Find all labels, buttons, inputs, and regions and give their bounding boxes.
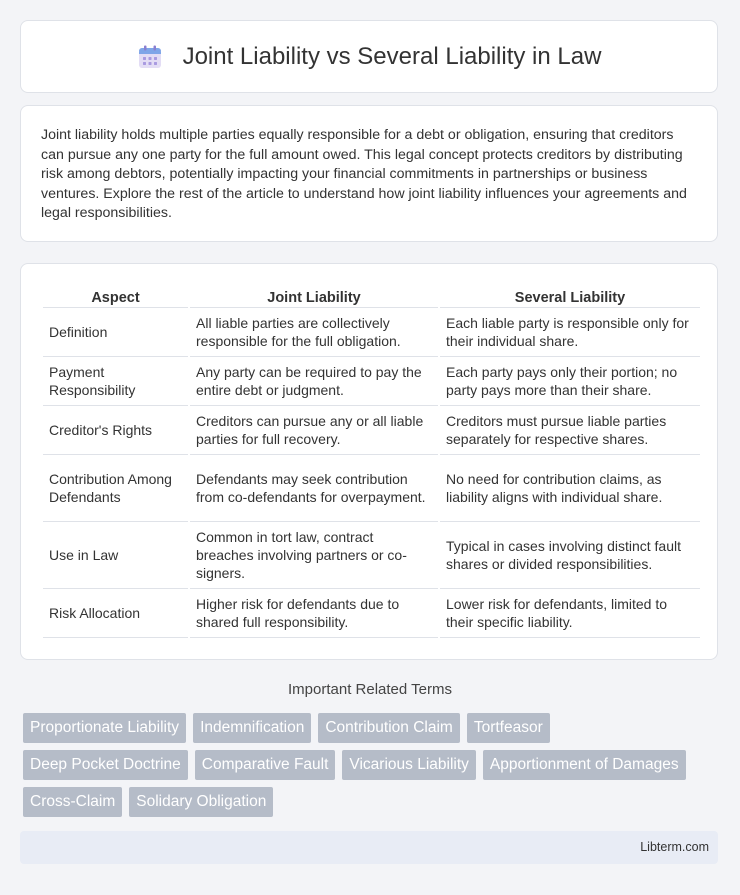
row-aspect: Creditor's Rights bbox=[43, 406, 188, 455]
row-aspect: Definition bbox=[43, 308, 188, 357]
term-tag[interactable]: Deep Pocket Doctrine bbox=[23, 750, 188, 780]
footer bbox=[20, 831, 718, 864]
term-tag[interactable]: Solidary Obligation bbox=[129, 787, 273, 817]
row-several: Creditors must pursue liable parties separately for respective shares. bbox=[440, 406, 700, 455]
row-several: Each party pays only their portion; no party pays more than their share. bbox=[440, 357, 700, 406]
term-tag[interactable]: Apportionment of Damages bbox=[483, 750, 686, 780]
term-tag[interactable]: Proportionate Liability bbox=[23, 713, 186, 743]
row-several: Each liable party is responsible only for their individual share. bbox=[440, 308, 700, 357]
table-row bbox=[43, 357, 700, 406]
row-several: Typical in cases involving distinct fault shares or divided responsibilities. bbox=[440, 522, 700, 589]
term-tag[interactable]: Comparative Fault bbox=[195, 750, 336, 780]
comparison-table bbox=[41, 284, 702, 638]
term-tag[interactable]: Indemnification bbox=[193, 713, 311, 743]
title-card bbox=[20, 20, 718, 93]
row-joint: Defendants may seek contribution from co-defendants for overpayment. bbox=[190, 455, 438, 522]
row-aspect: Contribution Among Defendants bbox=[43, 455, 188, 522]
related-terms-list bbox=[23, 713, 723, 824]
table-row bbox=[43, 406, 700, 455]
intro-paragraph: Joint liability holds multiple parties equally responsible for a debt or obligation, ensuring that creditors can pursue any one party for the full amount owed. This legal concept protects creditors by distributing risk among debtors, potentially impacting your financial commitments in partnerships or business ventures. Explore the rest of the article to understand how joint liability influences your agreements and legal responsibilities. bbox=[41, 127, 687, 222]
header-joint-liability: Joint Liability bbox=[190, 284, 438, 308]
header-several-liability: Several Liability bbox=[440, 284, 700, 308]
page-title: Joint Liability vs Several Liability in Law bbox=[182, 42, 602, 70]
header-aspect: Aspect bbox=[43, 284, 188, 308]
row-joint: Any party can be required to pay the entire debt or judgment. bbox=[190, 357, 438, 406]
row-several: Lower risk for defendants, limited to their specific liability. bbox=[440, 589, 700, 638]
row-aspect: Risk Allocation bbox=[43, 589, 188, 638]
term-tag[interactable]: Contribution Claim bbox=[318, 713, 460, 743]
comparison-table-card bbox=[20, 263, 718, 660]
row-aspect: Use in Law bbox=[43, 522, 188, 589]
row-joint: Creditors can pursue any or all liable parties for full recovery. bbox=[190, 406, 438, 455]
related-terms-heading: Important Related Terms bbox=[288, 681, 452, 698]
term-tag[interactable]: Tortfeasor bbox=[467, 713, 550, 743]
row-joint: Common in tort law, contract breaches involving partners or co-signers. bbox=[190, 522, 438, 589]
term-tag[interactable]: Cross-Claim bbox=[23, 787, 122, 817]
intro-card bbox=[20, 105, 718, 242]
title-wrap bbox=[137, 43, 602, 71]
row-several: No need for contribution claims, as liability aligns with individual share. bbox=[440, 455, 700, 522]
table-row bbox=[43, 455, 700, 522]
table-header-row bbox=[43, 284, 700, 308]
calendar-icon bbox=[137, 44, 163, 70]
table-row bbox=[43, 589, 700, 638]
row-joint: All liable parties are collectively responsible for the full obligation. bbox=[190, 308, 438, 357]
table-row bbox=[43, 522, 700, 589]
row-aspect: Payment Responsibility bbox=[43, 357, 188, 406]
row-joint: Higher risk for defendants due to shared full responsibility. bbox=[190, 589, 438, 638]
table-row bbox=[43, 308, 700, 357]
term-tag[interactable]: Vicarious Liability bbox=[342, 750, 475, 780]
footer-site-link[interactable]: Libterm.com bbox=[640, 840, 709, 854]
